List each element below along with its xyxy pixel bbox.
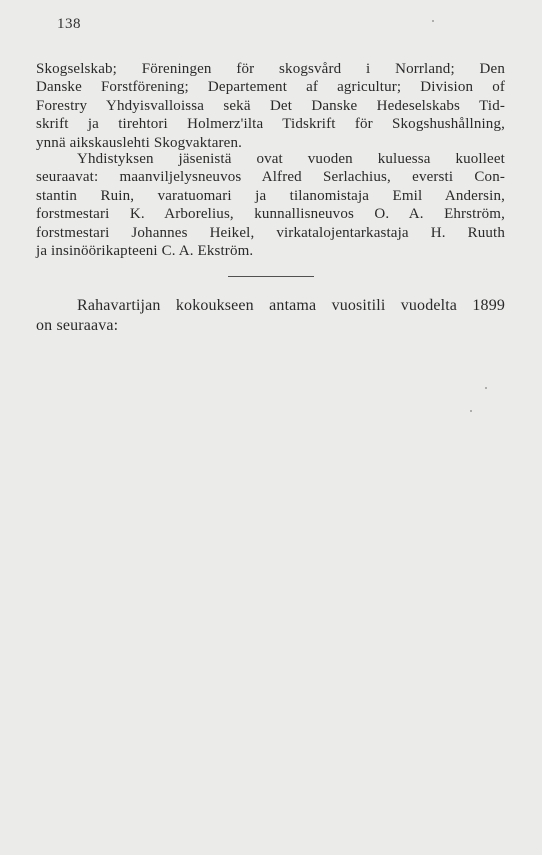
paper-speck	[432, 20, 434, 22]
text-line: skrift ja tirehtori Holmerz'ilta Tidskrift för Skogshushållning,	[36, 116, 505, 133]
text-line: Skogselskab; Föreningen för skogsvård i Norrland; Den	[36, 61, 505, 77]
text-line: Forestry Yhdyisvalloissa sekä Det Danske Hedeselskabs Tid-	[36, 97, 505, 114]
paragraph-annual-account	[36, 296, 505, 336]
text-line: Rahavartijan kokoukseen antama vuositili vuodelta 1899	[77, 297, 505, 314]
page-number: 138	[57, 16, 81, 32]
text-line: ja insinöörikapteeni C. A. Ekström.	[36, 243, 254, 260]
text-line: seuraavat: maanviljelysneuvos Alfred Serlachius, eversti Con-	[36, 169, 505, 186]
paragraph-societies	[36, 60, 505, 152]
text-line: on seuraava:	[36, 317, 119, 334]
text-line: Yhdistyksen jäsenistä ovat vuoden kuluessa kuolleet	[77, 151, 505, 167]
text-line: forstmestari Johannes Heikel, virkatalojentarkastaja H. Ruuth	[36, 224, 505, 241]
section-divider	[228, 276, 314, 277]
text-line: Danske Forstförening; Departement af agricultur; Division of	[36, 79, 505, 96]
text-line: forstmestari K. Arborelius, kunnallisneuvos O. A. Ehrström,	[36, 206, 505, 223]
paper-speck	[470, 410, 472, 412]
text-line: stantin Ruin, varatuomari ja tilanomistaja Emil Andersin,	[36, 187, 505, 204]
text-line: ynnä aikskauslehti Skogvaktaren.	[36, 134, 243, 151]
paper-speck	[485, 387, 487, 389]
paragraph-deceased-members	[36, 150, 505, 260]
